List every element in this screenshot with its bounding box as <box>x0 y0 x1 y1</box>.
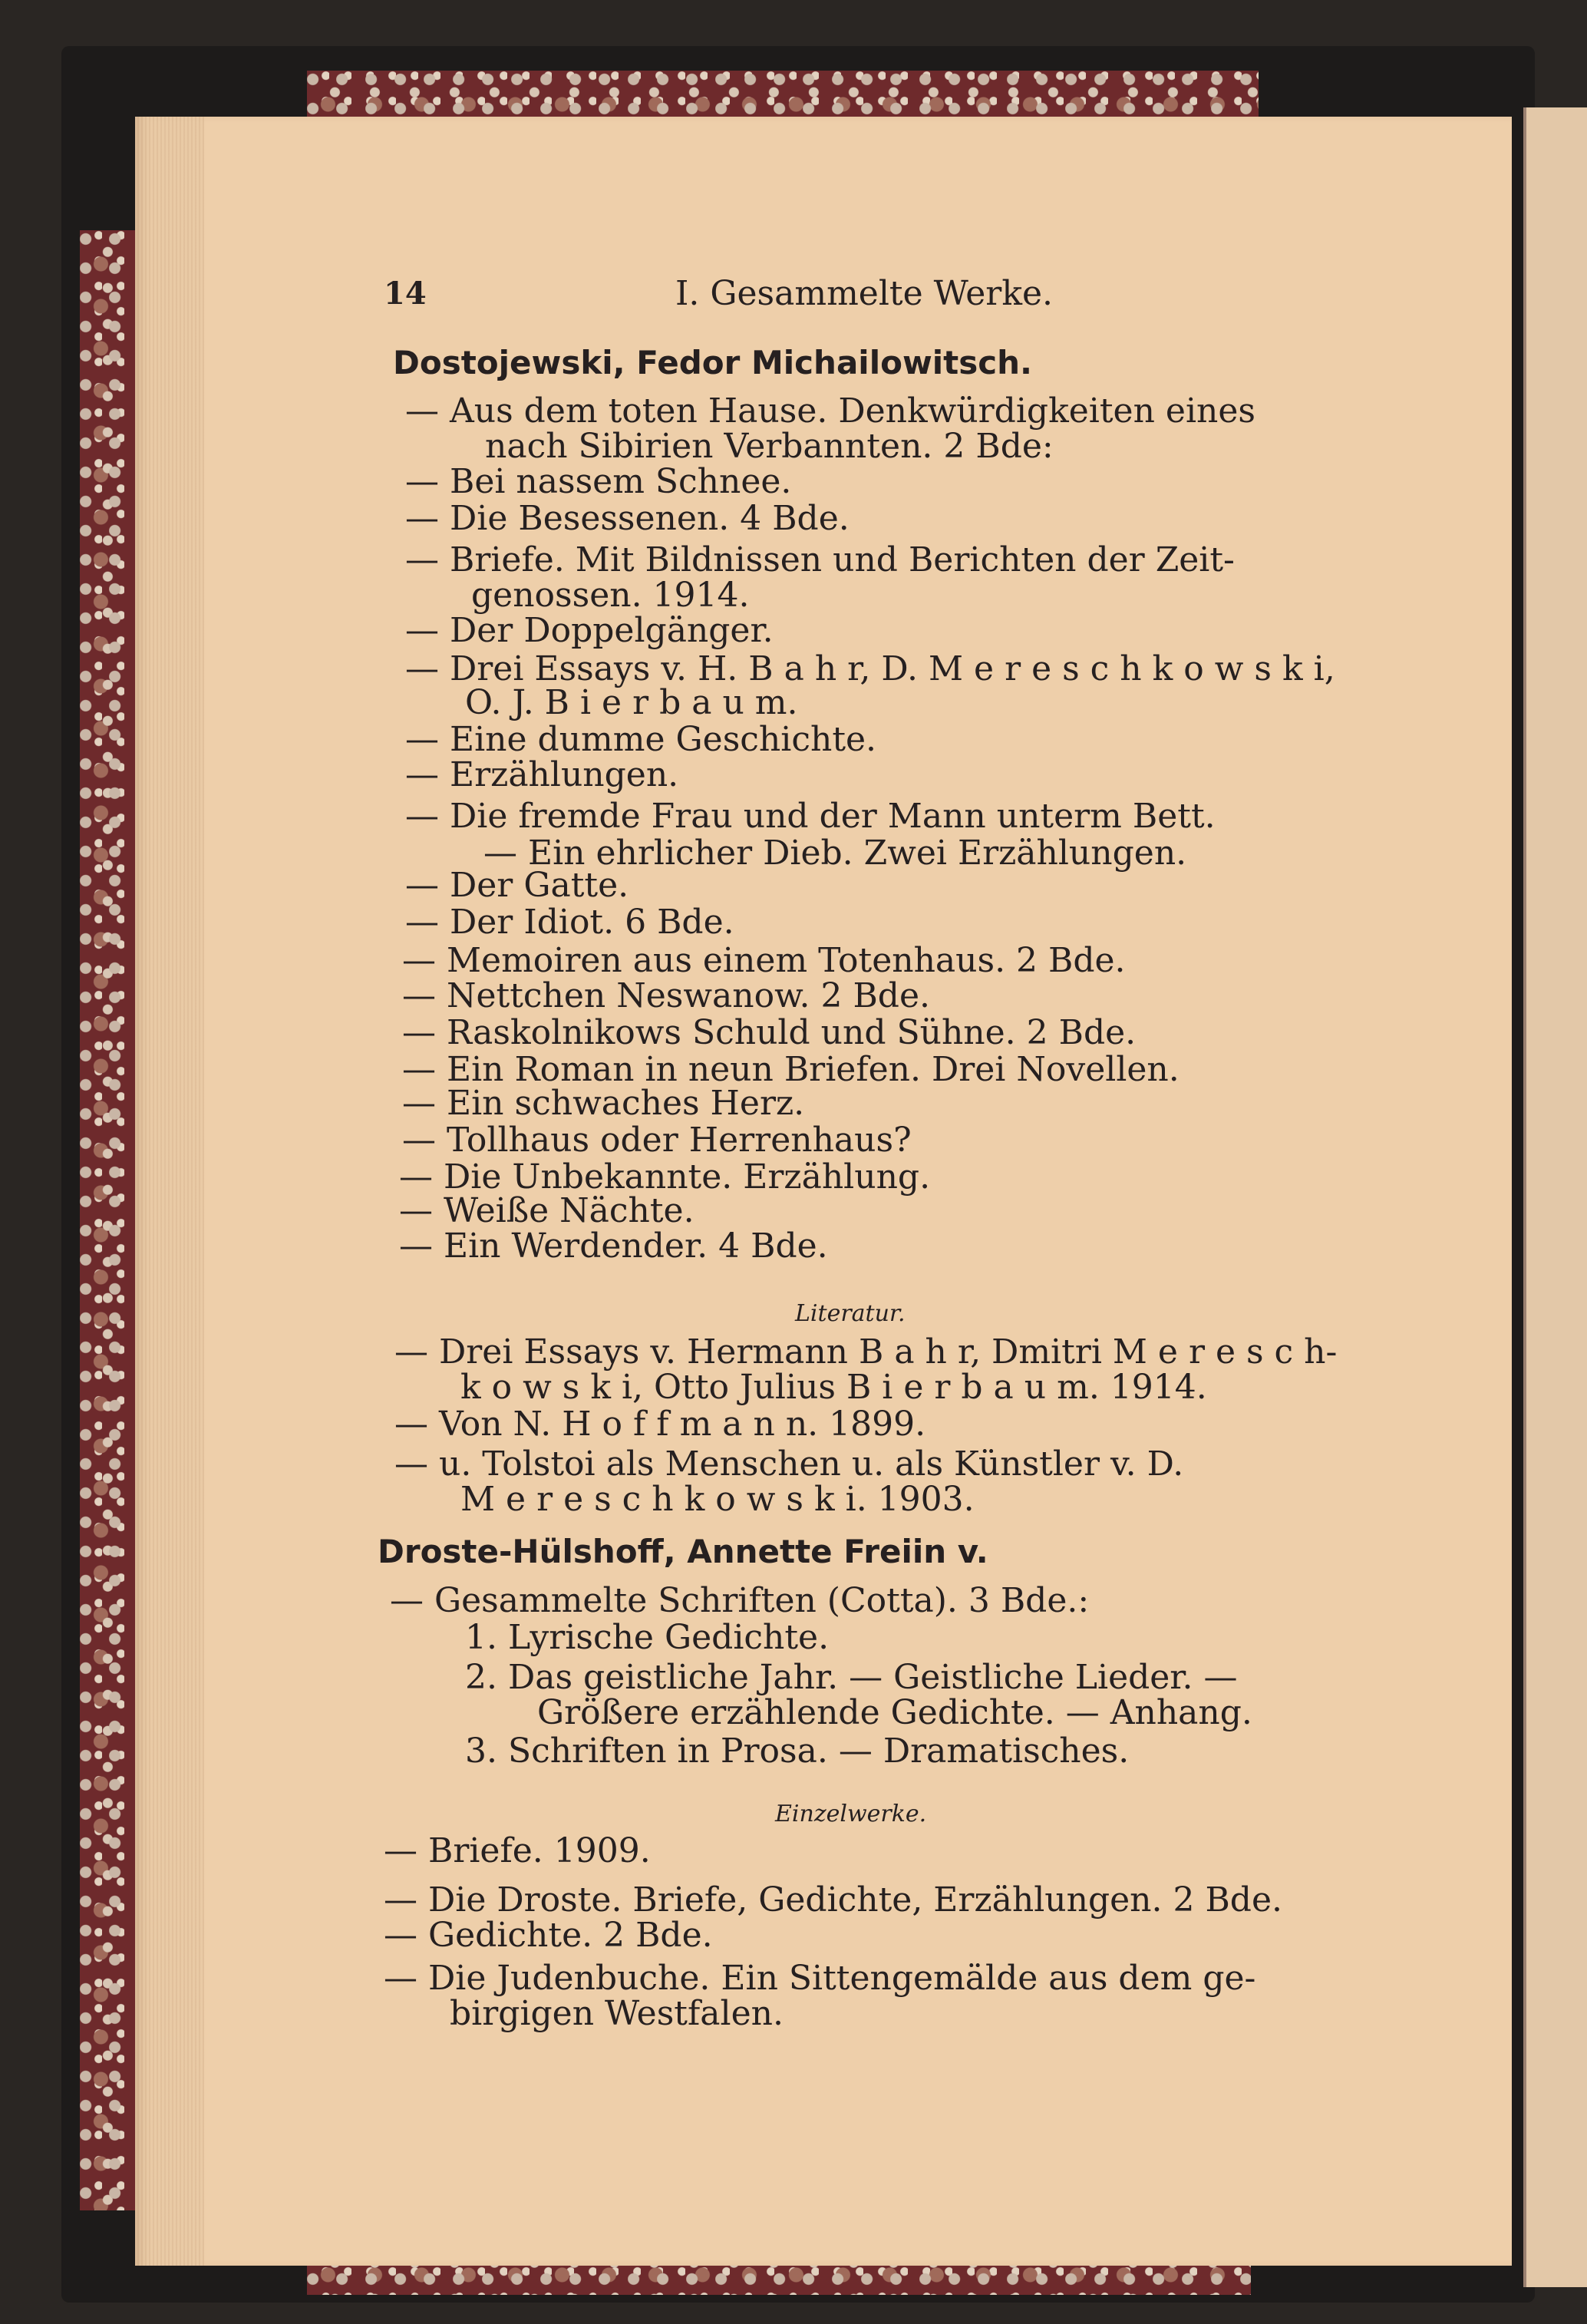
entry-line: M e r e s c h k o w s k i. 1903. <box>460 1480 975 1519</box>
entry-line: — Eine dumme Geschichte. <box>405 720 877 759</box>
running-head: I. Gesammelte Werke. <box>675 274 1054 313</box>
section-heading: Literatur. <box>795 1300 906 1327</box>
entry-line: — Von N. H o f f m a n n. 1899. <box>394 1405 926 1444</box>
entry-line: — Der Gatte. <box>405 866 629 905</box>
entry-line: — Briefe. Mit Bildnissen und Berichten der Zeit- <box>405 540 1235 579</box>
entry-line: — Ein ehrlicher Dieb. Zwei Erzählungen. <box>483 834 1187 873</box>
entry-line: — Weiße Nächte. <box>399 1191 695 1230</box>
page-number: 14 <box>384 276 427 312</box>
entry-line: — Memoiren aus einem Totenhaus. 2 Bde. <box>402 941 1126 980</box>
entry-line: Größere erzählende Gedichte. — Anhang. <box>537 1693 1252 1732</box>
entry-line: — Die Besessenen. 4 Bde. <box>405 499 850 538</box>
author-heading: Droste-Hülshoff, Annette Freiin v. <box>378 1533 988 1570</box>
entry-line: — Die Unbekannte. Erzählung. <box>399 1157 931 1197</box>
entry-line: 1. Lyrische Gedichte. <box>465 1618 830 1657</box>
section-heading: Einzelwerke. <box>775 1801 927 1827</box>
entry-line: genossen. 1914. <box>471 576 750 615</box>
entry-line: — Tollhaus oder Herrenhaus? <box>402 1121 912 1160</box>
entry-line: — Raskolnikows Schuld und Sühne. 2 Bde. <box>402 1013 1137 1052</box>
entry-line: — Gesammelte Schriften (Cotta). 3 Bde.: <box>390 1581 1090 1620</box>
entry-line: — Die Droste. Briefe, Gedichte, Erzählungen. 2 Bde. <box>384 1880 1282 1920</box>
entry-line: birgigen Westfalen. <box>450 1994 784 2033</box>
entry-line: — Briefe. 1909. <box>384 1831 651 1870</box>
entry-line: — Nettchen Neswanow. 2 Bde. <box>402 976 930 1015</box>
entry-line: — Drei Essays v. H. B a h r, D. M e r e s c h k o w s k i, <box>405 649 1335 688</box>
entry-line: — Die Judenbuche. Ein Sittengemälde aus dem ge- <box>384 1959 1256 1998</box>
entry-line: — Der Idiot. 6 Bde. <box>405 903 734 942</box>
entry-line: k o w s k i, Otto Julius B i e r b a u m. 1914. <box>460 1368 1207 1407</box>
entry-line: — Ein Werdender. 4 Bde. <box>399 1226 828 1266</box>
entry-line: — Erzählungen. <box>405 755 679 794</box>
entry-line: — Ein Roman in neun Briefen. Drei Novellen. <box>402 1050 1180 1089</box>
entry-line: — Der Doppelgänger. <box>405 611 774 650</box>
entry-line: — Aus dem toten Hause. Denkwürdigkeiten eines <box>405 391 1255 431</box>
entry-line: 2. Das geistliche Jahr. — Geistliche Lieder. — <box>465 1658 1238 1697</box>
entry-line: nach Sibirien Verbannten. 2 Bde: <box>485 427 1054 466</box>
author-heading: Dostojewski, Fedor Michailowitsch. <box>393 344 1032 381</box>
entry-line: — Gedichte. 2 Bde. <box>384 1916 713 1955</box>
entry-line: — Ein schwaches Herz. <box>402 1084 805 1123</box>
entry-line: 3. Schriften in Prosa. — Dramatisches. <box>465 1731 1130 1771</box>
entry-line: — Die fremde Frau und der Mann unterm Bett. <box>405 797 1216 836</box>
entry-line: — Bei nassem Schnee. <box>405 462 792 501</box>
entry-line: — Drei Essays v. Hermann B a h r, Dmitri M e r e s c h- <box>394 1332 1338 1372</box>
entry-line: — u. Tolstoi als Menschen u. als Künstler v. D. <box>394 1444 1184 1484</box>
entry-line: O. J. B i e r b a u m. <box>465 683 798 722</box>
